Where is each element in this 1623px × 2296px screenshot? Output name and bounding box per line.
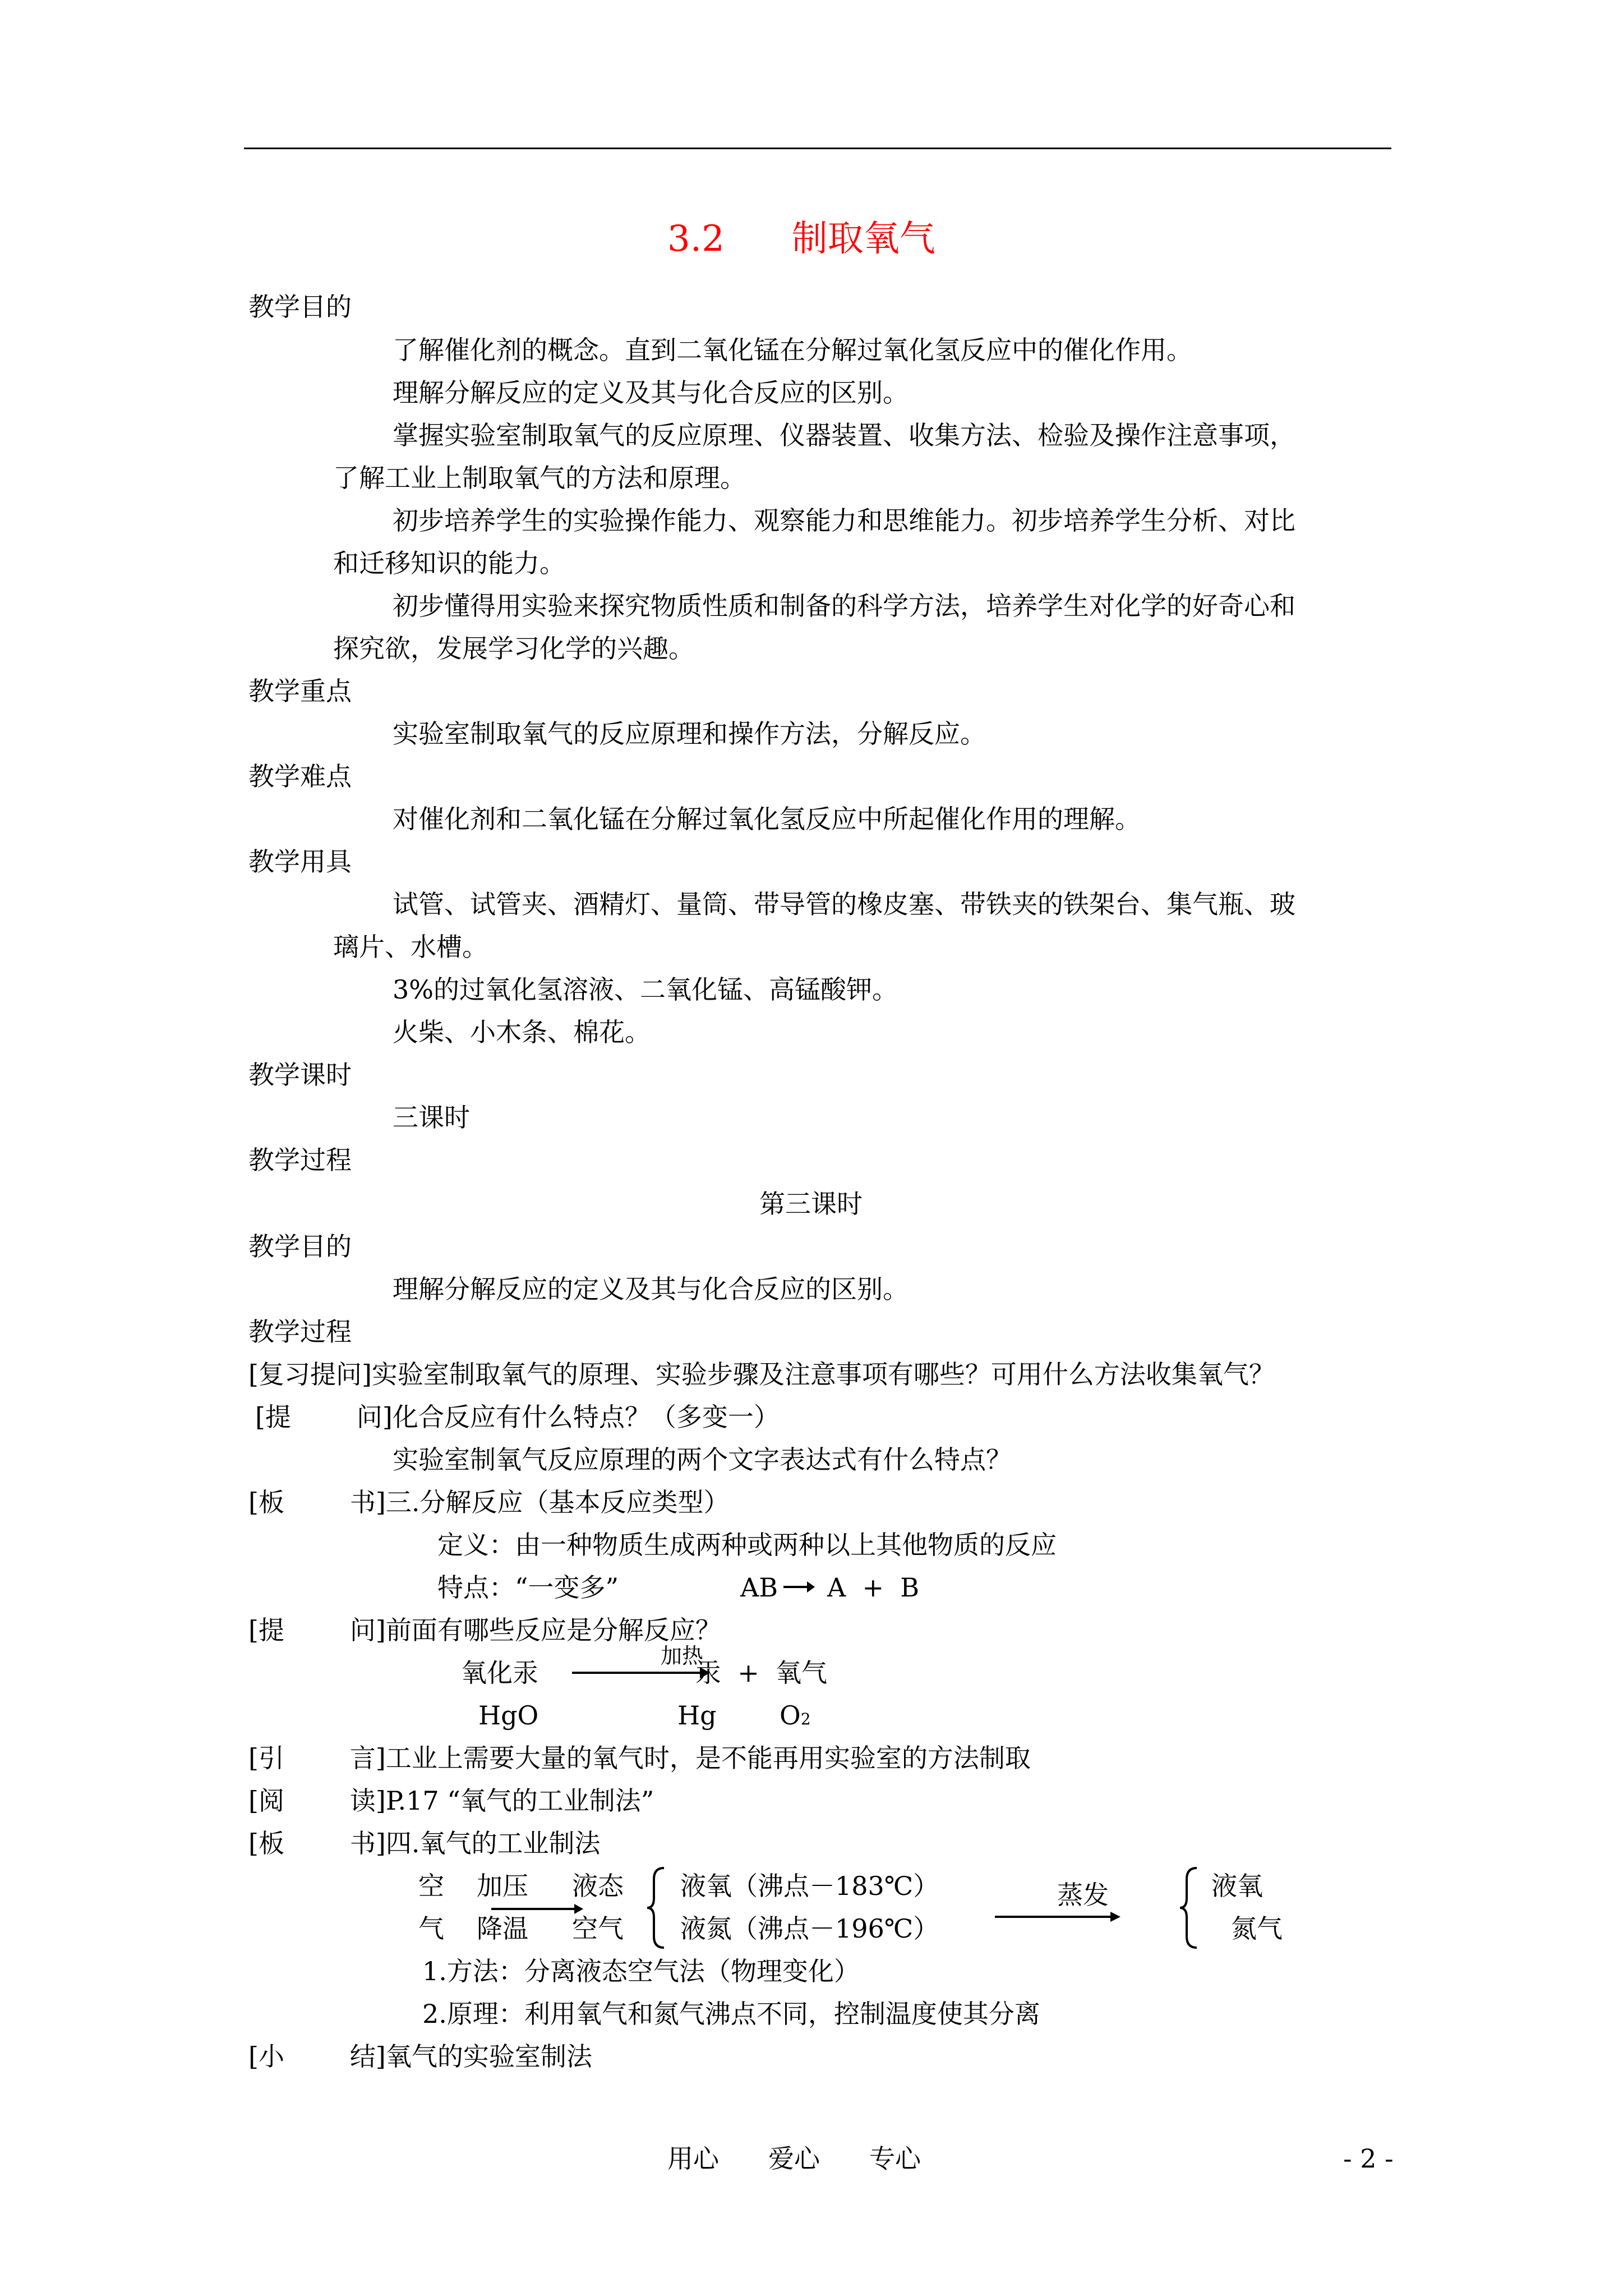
heading-periods: 教学课时 xyxy=(248,1060,352,1090)
header-rule xyxy=(244,148,1391,149)
diagram-liquid: 液态 xyxy=(572,1871,624,1901)
reading: [阅 读]P.17 “氧气的工业制法” xyxy=(248,1786,654,1816)
question-2: [提 问]前面有哪些反应是分解反应？ xyxy=(248,1615,721,1645)
objective-line-4: 初步培养学生的实验操作能力、观察能力和思维能力。初步培养学生分析、对比 xyxy=(393,505,1295,536)
result-liquid-oxygen: 液氧 xyxy=(1211,1871,1263,1901)
heading-objectives-2: 教学目的 xyxy=(248,1231,352,1262)
method-line: 1.方法：分离液态空气法（物理变化） xyxy=(422,1956,860,1986)
brace-icon xyxy=(1178,1866,1200,1950)
materials-line-2: 3%的过氧化氢溶液、二氧化锰、高锰酸钾。 xyxy=(393,974,898,1005)
reaction-arrow-icon xyxy=(571,1664,711,1681)
definition-line: 定义：由一种物质生成两种或两种以上其他物质的反应 xyxy=(437,1530,1057,1560)
page-number: - 2 - xyxy=(1343,2143,1394,2174)
footer-motto-3: 专心 xyxy=(869,2143,921,2174)
formula-reactant: AB xyxy=(740,1572,778,1603)
materials-line-1-cont: 璃片、水槽。 xyxy=(333,932,488,962)
process-arrow-icon xyxy=(994,1910,1123,1924)
heading-process: 教学过程 xyxy=(248,1145,352,1175)
diagram-air-2: 气 xyxy=(418,1913,444,1944)
objective-line-5-cont: 探究欲，发展学习化学的兴趣。 xyxy=(333,633,694,664)
footer-motto-1: 用心 xyxy=(667,2143,719,2174)
materials-line-3: 火柴、小木条、棉花。 xyxy=(393,1017,651,1047)
condition-heating: 加热 xyxy=(661,1644,704,1668)
objective-line-3: 掌握实验室制取氧气的反应原理、仪器装置、收集方法、检验及操作注意事项， xyxy=(393,420,1295,450)
title-number: 3.2 xyxy=(667,218,725,260)
board-3: [板 书]三.分解反应（基本反应类型） xyxy=(248,1487,730,1517)
objective-line-3-cont: 了解工业上制取氧气的方法和原理。 xyxy=(333,463,746,493)
heading-materials: 教学用具 xyxy=(248,846,352,877)
formula-hgo: HgO xyxy=(478,1700,539,1731)
formula-products: A + B xyxy=(827,1572,920,1603)
diagram-air-1: 空 xyxy=(418,1871,444,1901)
diagram-pressurize: 加压 xyxy=(477,1871,528,1901)
formula-hg: Hg xyxy=(677,1700,717,1731)
question-1-cont: 实验室制氧气反应原理的两个文字表达式有什么特点？ xyxy=(393,1444,1012,1475)
periods-text: 三课时 xyxy=(393,1102,470,1133)
liquid-nitrogen-bp: 液氮（沸点－196℃） xyxy=(680,1913,939,1944)
diagram-liquid-air: 空气 xyxy=(572,1913,624,1944)
objective-line-5: 初步懂得用实验来探究物质性质和制备的科学方法，培养学生对化学的好奇心和 xyxy=(393,591,1295,621)
page-title xyxy=(667,217,935,261)
heading-objectives: 教学目的 xyxy=(248,292,352,322)
subscript-2: 2 xyxy=(800,1710,811,1728)
key-points-text: 实验室制取氧气的反应原理和操作方法，分解反应。 xyxy=(393,719,986,749)
heading-process-2: 教学过程 xyxy=(248,1317,352,1347)
brace-icon xyxy=(645,1866,667,1950)
objective-line-1: 了解催化剂的概念。直到二氧化锰在分解过氧化氢反应中的催化作用。 xyxy=(393,335,1192,365)
diagram-evaporate: 蒸发 xyxy=(1057,1880,1109,1910)
board-4: [板 书]四.氧气的工业制法 xyxy=(248,1828,601,1858)
objective-line-4-cont: 和迁移知识的能力。 xyxy=(333,548,565,578)
objective-2-text: 理解分解反应的定义及其与化合反应的区别。 xyxy=(393,1274,909,1304)
difficulties-text: 对催化剂和二氧化锰在分解过氧化氢反应中所起催化作用的理解。 xyxy=(393,804,1141,834)
result-nitrogen: 氮气 xyxy=(1231,1913,1283,1944)
formula-o2: O2 xyxy=(780,1700,811,1731)
reaction-arrow-icon xyxy=(782,1578,816,1595)
principle-line: 2.原理：利用氧气和氮气沸点不同，控制温度使其分离 xyxy=(422,1999,1040,2029)
question-1: [提 问]化合反应有什么特点？（多变一） xyxy=(255,1402,780,1432)
review-question: [复习提问]实验室制取氧气的原理、实验步骤及注意事项有哪些？可用什么方法收集氧气？ xyxy=(248,1359,1275,1389)
title-text: 制取氧气 xyxy=(791,218,935,260)
diagram-cool: 降温 xyxy=(477,1913,528,1944)
reactant-mercuric-oxide: 氧化汞 xyxy=(461,1658,538,1688)
materials-line-1: 试管、试管夹、酒精灯、量筒、带导管的橡皮塞、带铁夹的铁架台、集气瓶、玻 xyxy=(393,889,1295,919)
introduction: [引 言]工业上需要大量的氧气时，是不能再用实验室的方法制取 xyxy=(248,1743,1031,1773)
summary: [小 结]氧气的实验室制法 xyxy=(248,2041,592,2072)
heading-difficulties: 教学难点 xyxy=(248,761,352,792)
objective-line-2: 理解分解反应的定义及其与化合反应的区别。 xyxy=(393,378,909,408)
liquid-oxygen-bp: 液氧（沸点－183℃） xyxy=(680,1871,939,1901)
section-title: 第三课时 xyxy=(759,1189,863,1219)
heading-key-points: 教学重点 xyxy=(248,676,352,706)
footer-motto-2: 爱心 xyxy=(768,2143,820,2174)
products-mercury-oxygen: 汞 + 氧气 xyxy=(695,1658,828,1688)
feature-line: 特点：“一变多” xyxy=(437,1572,619,1603)
